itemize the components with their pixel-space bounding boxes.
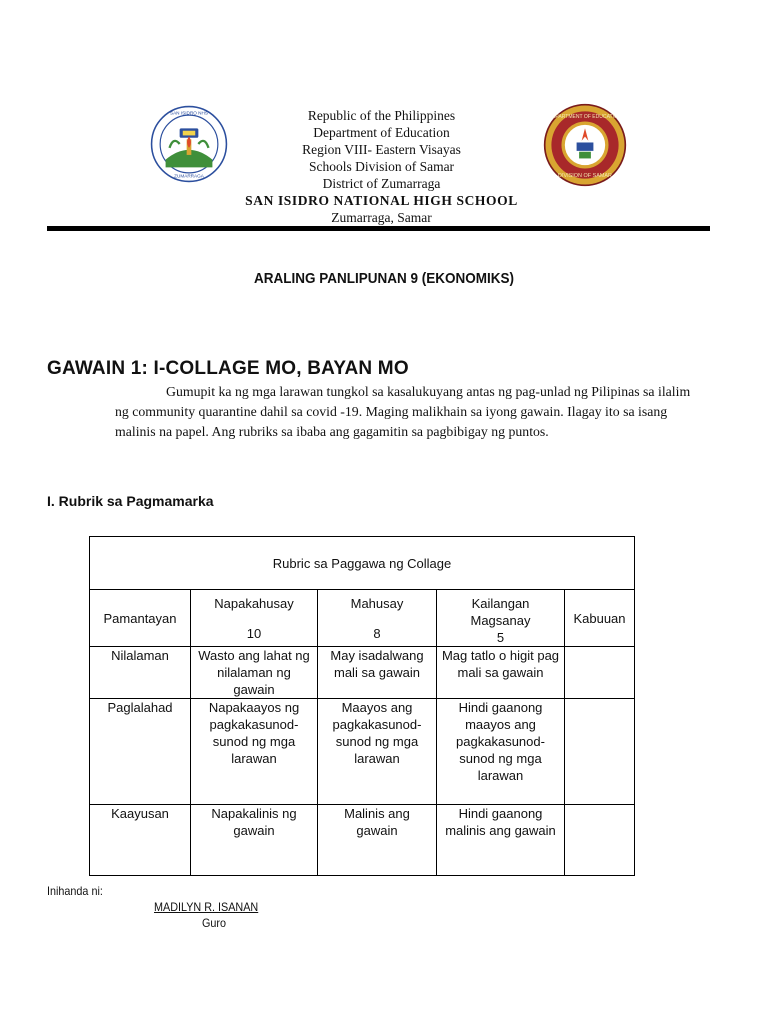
school-address: Zumarraga, Samar bbox=[331, 210, 432, 225]
letterhead bbox=[0, 107, 768, 226]
letterhead-divider bbox=[47, 226, 710, 231]
table-row bbox=[90, 699, 635, 805]
good-cell: May isadalwang mali sa gawain bbox=[318, 647, 437, 699]
activity-instructions bbox=[115, 382, 705, 442]
table-row bbox=[90, 647, 635, 699]
letterhead-line: Region VIII- Eastern Visayas bbox=[302, 142, 461, 157]
needs-practice-cell: Mag tatlo o higit pag mali sa gawain bbox=[437, 647, 565, 699]
preparer-name: MADILYN R. ISANAN bbox=[154, 900, 259, 914]
instructions-paragraph: Gumupit ka ng mga larawan tungkol sa kasalukuyang antas ng pag-unlad ng Pilipinas sa ilalim ng community quarantine dahil sa covid -19. Maging malikhain sa iyong gawain. Ilagay ito sa isang malinis na papel. Ang rubriks sa ibaba ang gagamitin sa pagbibigay ng puntos. bbox=[115, 384, 691, 439]
header-excellent bbox=[191, 590, 318, 647]
svg-text:SAN ISIDRO NHS: SAN ISIDRO NHS bbox=[169, 110, 209, 116]
prepared-by-label: Inihanda ni: bbox=[47, 884, 103, 898]
letterhead-line: Department of Education bbox=[313, 125, 450, 140]
header-criterion: Pamantayan bbox=[90, 590, 191, 647]
needs-practice-cell: Hindi gaanong malinis ang gawain bbox=[437, 805, 565, 876]
rubric-table bbox=[89, 536, 635, 876]
table-caption: Rubric sa Paggawa ng Collage bbox=[90, 537, 635, 590]
header-score: 8 bbox=[373, 626, 381, 641]
table-row bbox=[90, 805, 635, 876]
good-cell: Maayos ang pagkakasunod-sunod ng mga larawan bbox=[318, 699, 437, 805]
header-score: 5 bbox=[496, 630, 505, 645]
excellent-cell: Napakaayos ng pagkakasunod-sunod ng mga larawan bbox=[191, 699, 318, 805]
good-cell: Malinis ang gawain bbox=[318, 805, 437, 876]
subject-title: ARALING PANLIPUNAN 9 (EKONOMIKS) bbox=[253, 270, 514, 287]
excellent-cell: Napakalinis ng gawain bbox=[191, 805, 318, 876]
letterhead-line: Schools Division of Samar bbox=[308, 159, 455, 174]
svg-text:ZUMARRAGA: ZUMARRAGA bbox=[174, 173, 204, 179]
preparer-role: Guro bbox=[202, 916, 227, 930]
rubric-heading: I. Rubrik sa Pagmamarka bbox=[47, 493, 214, 509]
criterion-cell: Kaayusan bbox=[90, 805, 191, 876]
activity-title: GAWAIN 1: I-COLLAGE MO, BAYAN MO bbox=[47, 358, 409, 379]
header-good bbox=[318, 590, 437, 647]
total-cell bbox=[565, 805, 635, 876]
header-label: Napakahusay bbox=[214, 596, 294, 611]
letterhead-line: Republic of the Philippines bbox=[307, 108, 456, 123]
svg-text:DIVISION OF SAMAR: DIVISION OF SAMAR bbox=[558, 172, 612, 179]
criterion-cell: Nilalaman bbox=[90, 647, 191, 699]
total-cell bbox=[565, 647, 635, 699]
header-total: Kabuuan bbox=[565, 590, 635, 647]
header-needs-practice bbox=[437, 590, 565, 647]
header-label: Kailangan Magsanay bbox=[470, 596, 531, 628]
excellent-cell: Wasto ang lahat ng nilalaman ng gawain bbox=[191, 647, 318, 699]
svg-text:DEPARTMENT OF EDUCATION: DEPARTMENT OF EDUCATION bbox=[548, 114, 622, 121]
letterhead-line: District of Zumarraga bbox=[322, 176, 441, 191]
header-score: 10 bbox=[246, 626, 262, 641]
school-name: SAN ISIDRO NATIONAL HIGH SCHOOL bbox=[245, 193, 518, 208]
total-cell bbox=[565, 699, 635, 805]
needs-practice-cell: Hindi gaanong maayos ang pagkakasunod-sunod ng mga larawan bbox=[437, 699, 565, 805]
header-label: Mahusay bbox=[350, 596, 404, 611]
criterion-cell: Paglalahad bbox=[90, 699, 191, 805]
